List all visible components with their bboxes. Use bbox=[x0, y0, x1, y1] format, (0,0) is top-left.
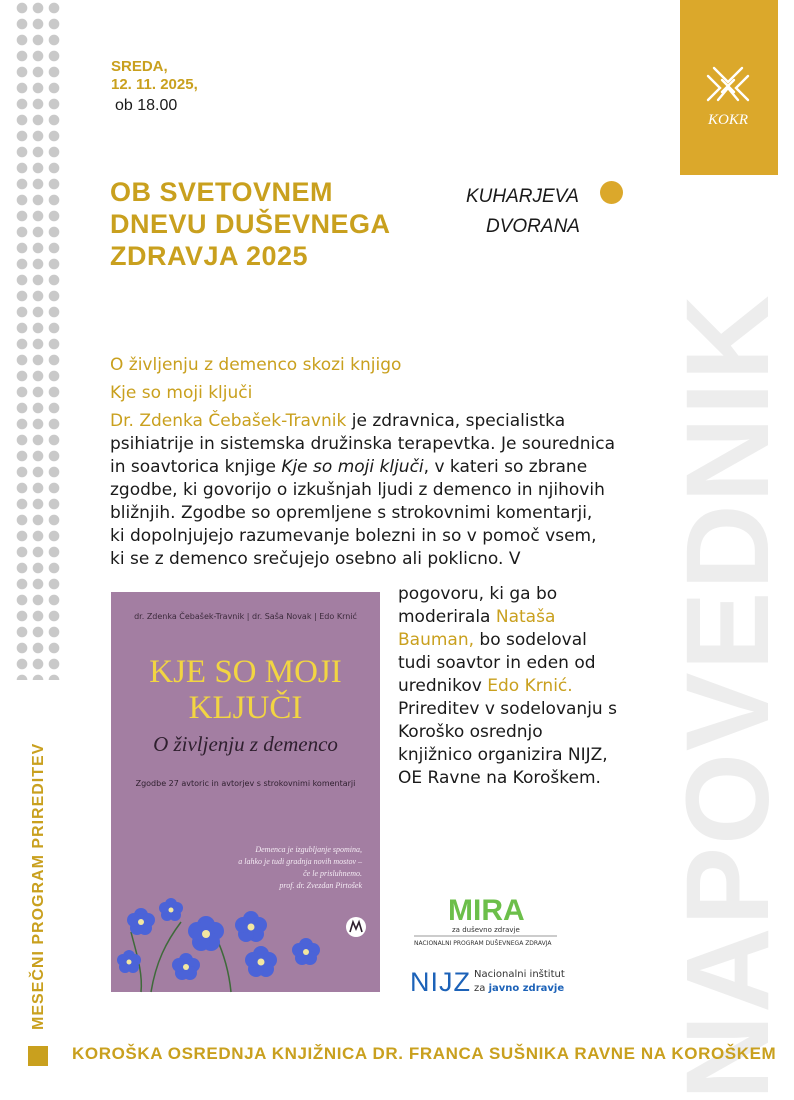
nijz-line2-b: javno zdravje bbox=[488, 983, 565, 994]
text-line: urednikov bbox=[398, 676, 488, 696]
text-line: pogovoru, ki ga bo bbox=[398, 584, 558, 604]
editor-name: Edo Krnić. bbox=[487, 676, 573, 696]
subtitle-line: Kje so moji ključi bbox=[110, 383, 253, 403]
nijz-line1: Nacionalni inštitut bbox=[474, 969, 565, 980]
text-line: Prireditev v sodelovanju s bbox=[398, 699, 617, 719]
subtitle-line: O življenju z demenco skozi knjigo bbox=[110, 355, 402, 375]
nijz-line2 bbox=[474, 983, 564, 994]
book-cover bbox=[111, 592, 380, 992]
text-line: zgodbe, ki govorijo o izkušnjah ljudi z demenco in njihovih bbox=[110, 480, 605, 500]
moderator-name: Nataša bbox=[495, 607, 556, 627]
text-line: , v kateri so zbrane bbox=[423, 457, 588, 477]
venue-dot bbox=[600, 181, 623, 204]
text-line: Koroško osrednjo bbox=[398, 722, 543, 742]
text-line: je zdravnica, specialistka bbox=[346, 411, 566, 431]
nijz-logo bbox=[410, 965, 580, 1001]
event-title-line: OB SVETOVNEM bbox=[110, 177, 334, 207]
text-line: OE Ravne na Koroškem. bbox=[398, 768, 601, 788]
kokr-logo bbox=[700, 62, 756, 132]
forget-me-not-flowers bbox=[111, 882, 380, 992]
dot-pattern bbox=[14, 0, 60, 680]
event-description bbox=[110, 354, 650, 571]
text-line: moderirala bbox=[398, 607, 496, 627]
kokr-logo-text: KOKR bbox=[707, 112, 749, 128]
book-title-line: KJE SO MOJI bbox=[149, 654, 342, 690]
description-paragraph bbox=[110, 410, 650, 571]
event-title-line: DNEVU DUŠEVNEGA bbox=[110, 209, 391, 239]
event-date: 12. 11. 2025, bbox=[111, 76, 198, 93]
event-title bbox=[110, 176, 391, 272]
venue-line: DVORANA bbox=[486, 216, 580, 237]
nijz-abbr: NIJZ bbox=[410, 967, 471, 997]
mira-logo bbox=[412, 890, 562, 950]
text-line: psihiatrije in sistemska družinska terapevtka. Je sourednica bbox=[110, 434, 616, 454]
book-title-inline: Kje so moji ključi bbox=[281, 457, 424, 477]
venue-line: KUHARJEVA bbox=[466, 186, 579, 207]
event-time: ob 18.00 bbox=[115, 97, 178, 114]
event-venue bbox=[466, 182, 580, 242]
speaker-name: Dr. Zdenka Čebašek-Travnik bbox=[110, 411, 347, 431]
footer-square bbox=[28, 1046, 48, 1066]
monthly-program-label: MESEČNI PROGRAM PRIREDITEV bbox=[30, 742, 47, 1030]
quote-line: a lahko je tudi gradnja novih mostov – bbox=[238, 857, 362, 866]
text-line: knjižnico organizira NIJZ, bbox=[398, 745, 608, 765]
text-line: in soavtorica knjige bbox=[110, 457, 282, 477]
text-line: bo sodeloval bbox=[474, 630, 587, 650]
mira-logo-text: MIRA bbox=[448, 894, 525, 927]
quote-line: prof. dr. Zvezdan Pirtošek bbox=[279, 881, 362, 890]
book-title-line: KLJUČI bbox=[188, 690, 303, 726]
event-title-line: ZDRAVJA 2025 bbox=[110, 241, 309, 271]
book-tagline: Zgodbe 27 avtoric in avtorjev s strokovnimi komentarji bbox=[135, 779, 356, 788]
text-line: ki se z demenco srečujejo osebno ali poklicno. V bbox=[110, 549, 521, 569]
library-footer: KOROŠKA OSREDNJA KNJIŽNICA DR. FRANCA SUŠNIKA RAVNE NA KOROŠKEM bbox=[72, 1044, 777, 1063]
moderator-surname: Bauman, bbox=[398, 630, 475, 650]
book-authors: dr. Zdenka Čebašek-Travnik | dr. Saša Novak | Edo Krnić bbox=[134, 612, 357, 621]
text-line: bližnjih. Zgodbe so opremljene s strokovnimi komentarji, bbox=[110, 503, 593, 523]
mira-program: NACIONALNI PROGRAM DUŠEVNEGA ZDRAVJA bbox=[414, 940, 552, 947]
quote-line: če le prisluhnemo. bbox=[303, 869, 362, 878]
book-subtitle: O življenju z demenco bbox=[153, 732, 338, 756]
text-line: tudi soavtor in eden od bbox=[398, 653, 596, 673]
event-day: SREDA, bbox=[111, 58, 168, 75]
description-right-column bbox=[398, 583, 617, 790]
quote-line: Demenca je izgubljanje spomina, bbox=[255, 845, 362, 854]
text-line: ki dopolnjujejo razumevanje bolezni in so v pomoč vsem, bbox=[110, 526, 597, 546]
nijz-line2-a: za bbox=[474, 983, 489, 994]
mira-subtext: za duševno zdravje bbox=[452, 926, 520, 934]
napovednik-watermark: NAPOVEDNIK bbox=[662, 293, 794, 1100]
